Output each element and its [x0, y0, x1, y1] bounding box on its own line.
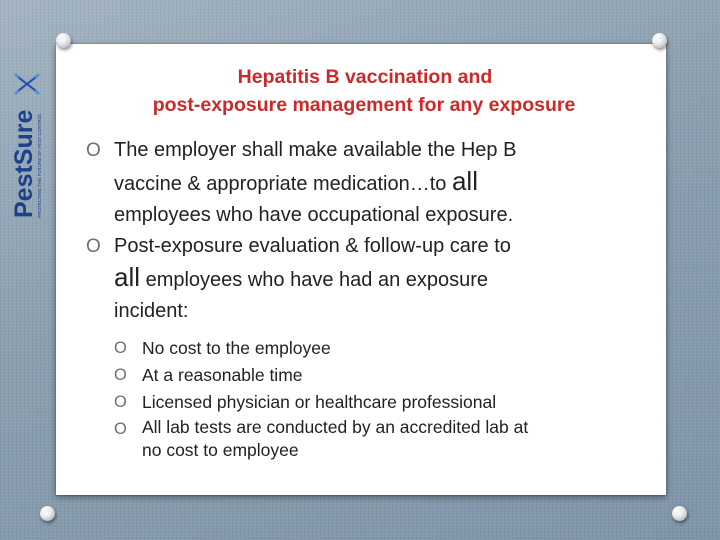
slide-title [0, 63, 720, 119]
title-line-2: post-exposure management for any exposure [152, 94, 576, 116]
sub-bullet-text: Licensed physician or healthcare professional [142, 392, 497, 412]
bullet-marker-icon: O [114, 339, 127, 357]
bullet-marker-icon: O [114, 393, 127, 411]
pushpin-icon [652, 33, 667, 48]
bullet-text: vaccine & appropriate medication…to [114, 173, 452, 195]
bullet-marker-icon: O [86, 236, 101, 257]
emphasis-text: all [451, 166, 478, 196]
sub-bullet-item [86, 335, 646, 362]
sub-bullet-text: No cost to the employee [142, 338, 331, 358]
logo-tagline: PROTECTING THE FUTURE OF PEST CONTROL [37, 113, 42, 218]
pushpin-icon [56, 33, 71, 48]
bullet-text-line: The employer shall make available the Hep B [114, 139, 517, 161]
bullet-marker-icon: O [114, 366, 127, 384]
sub-bullet-text: All lab tests are conducted by an accredited lab at [142, 417, 529, 437]
slide-body [86, 135, 646, 462]
pushpin-icon [672, 506, 687, 521]
sub-bullet-text: At a reasonable time [142, 365, 303, 385]
bullet-text-line: incident: [114, 300, 189, 322]
bullet-item [86, 135, 646, 231]
sub-bullet-item [86, 362, 646, 389]
bullet-text-line: employees who have occupational exposure. [114, 204, 514, 226]
title-line-1: Hepatitis B vaccination and [237, 66, 493, 88]
bullet-marker-icon: O [86, 140, 101, 161]
bullet-item [86, 231, 646, 327]
sub-bullet-text: no cost to employee [142, 440, 299, 460]
bullet-marker-icon: O [114, 420, 127, 438]
bullet-text-line [114, 166, 646, 200]
emphasis-text: all [114, 262, 141, 292]
bullet-text: employees who have had an exposure [140, 269, 489, 291]
sub-bullet-list [86, 335, 646, 462]
sub-bullet-item [86, 416, 646, 462]
logo-wordmark: PestSure [10, 109, 38, 218]
bullet-text-line [114, 262, 646, 296]
pushpin-icon [40, 506, 55, 521]
sub-bullet-item [86, 389, 646, 416]
bullet-text-line: Post-exposure evaluation & follow-up care to [114, 235, 511, 257]
